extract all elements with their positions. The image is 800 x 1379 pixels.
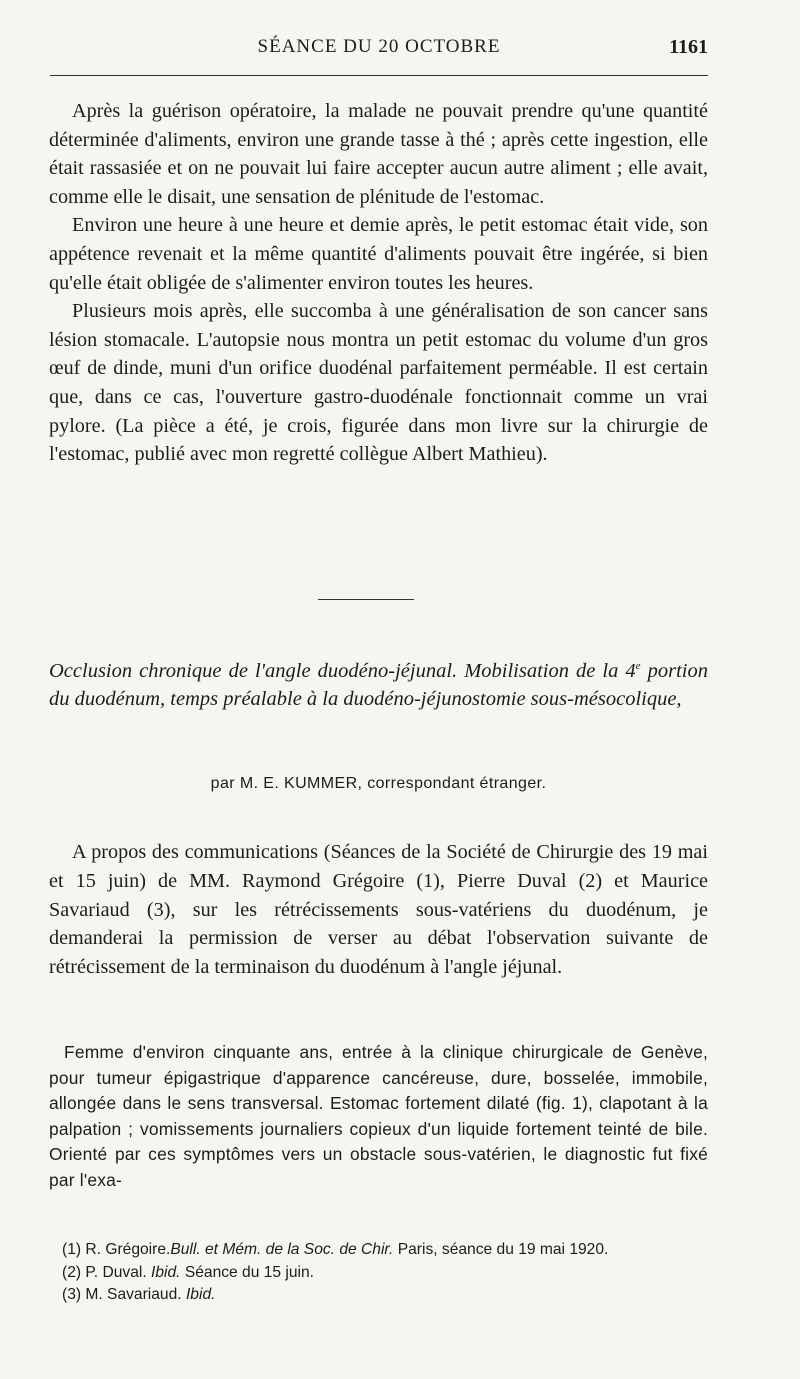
- article-title: [49, 657, 708, 713]
- footnote-number: (3): [62, 1286, 82, 1303]
- byline: par M. E. KUMMER, correspondant étranger.: [210, 775, 547, 792]
- footnote-number: (2): [62, 1263, 82, 1281]
- article-title-superscript: e: [635, 660, 641, 673]
- paragraph: Environ une heure à une heure et demie après, le petit estomac était vide, son appétence revenait et la même quantité d'aliments pouvait être ingérée, si bien qu'elle était obligée de s'alimenter environ toutes les heures.: [49, 214, 708, 294]
- text-block-intro: [49, 838, 708, 982]
- footnote-detail: Paris, séance du 19 mai 1920.: [393, 1241, 609, 1258]
- footnote-reference: Ibid.: [151, 1263, 181, 1281]
- footnote: [62, 1239, 708, 1262]
- footnote-reference: Bull. et Mém. de la Soc. de Chir.: [170, 1241, 394, 1258]
- article-title-part1: Occlusion chronique de l'angle duodéno-jéjunal. Mobilisation de la 4: [49, 660, 636, 682]
- footnotes: [62, 1239, 708, 1307]
- header-rule: [50, 75, 708, 76]
- article-title-part2: portion du duodénum, temps préalable à la duodéno-jéjunostomie sous-mésocolique,: [49, 660, 708, 710]
- section-divider: [318, 599, 414, 600]
- footnote-author: M. Savariaud.: [85, 1286, 182, 1303]
- page-number: 1161: [669, 36, 708, 58]
- running-title: SÉANCE DU 20 OCTOBRE: [257, 36, 501, 57]
- footnote: [62, 1284, 708, 1307]
- paragraph: Plusieurs mois après, elle succomba à une généralisation de son cancer sans lésion stomacale. L'autopsie nous montra un petit estomac du volume d'un gros œuf de dinde, muni d'un orifice duodénal parfaitement perméable. Il est certain que, dans ce cas, l'ouverture gastro-duodénale fonctionnait comme un vrai pylore. (La pièce a été, je crois, figurée dans mon livre sur la chirurgie de l'estomac, publié avec mon regretté collègue Albert Mathieu).: [49, 300, 708, 466]
- paragraph: Après la guérison opératoire, la malade ne pouvait prendre qu'une quantité déterminée d'aliments, environ une grande tasse à thé ; après cette ingestion, elle était rassasiée et on ne pouvait lui faire accepter aucun autre aliment ; elle avait, comme elle le disait, une sensation de plénitude de l'estomac.: [49, 100, 708, 208]
- text-block-top: [49, 97, 708, 469]
- case-report-paragraph: Femme d'environ cinquante ans, entrée à la clinique chirurgicale de Genève, pour tumeur épigastrique d'apparence cancéreuse, dure, bosselée, immobile, allongée dans le sens transversal. Estomac fortement dilaté (fig. 1), clapotant à la palpation ; vomissements journaliers copieux d'un liquide fortement teinté de bile. Orienté par ces symptômes vers un obstacle sous-vatérien, le diagnostic fut fixé par l'exa-: [49, 1042, 708, 1190]
- paragraph: A propos des communications (Séances de la Société de Chirurgie des 19 mai et 15 juin) de MM. Raymond Grégoire (1), Pierre Duval (2) et Maurice Savariaud (3), sur les rétrécissements sous-vatériens du duodénum, je demanderai la permission de verser au débat l'observation suivante de rétrécissement de la terminaison du duodénum à l'angle jéjunal.: [49, 841, 708, 979]
- footnote-author: P. Duval.: [85, 1263, 147, 1281]
- footnote: [62, 1262, 708, 1285]
- footnote-reference: Ibid.: [185, 1286, 216, 1303]
- footnote-detail: Séance du 15 juin.: [180, 1263, 315, 1281]
- footnote-author: R. Grégoire.: [85, 1241, 171, 1258]
- running-header: [50, 36, 708, 66]
- footnote-number: (1): [62, 1241, 82, 1258]
